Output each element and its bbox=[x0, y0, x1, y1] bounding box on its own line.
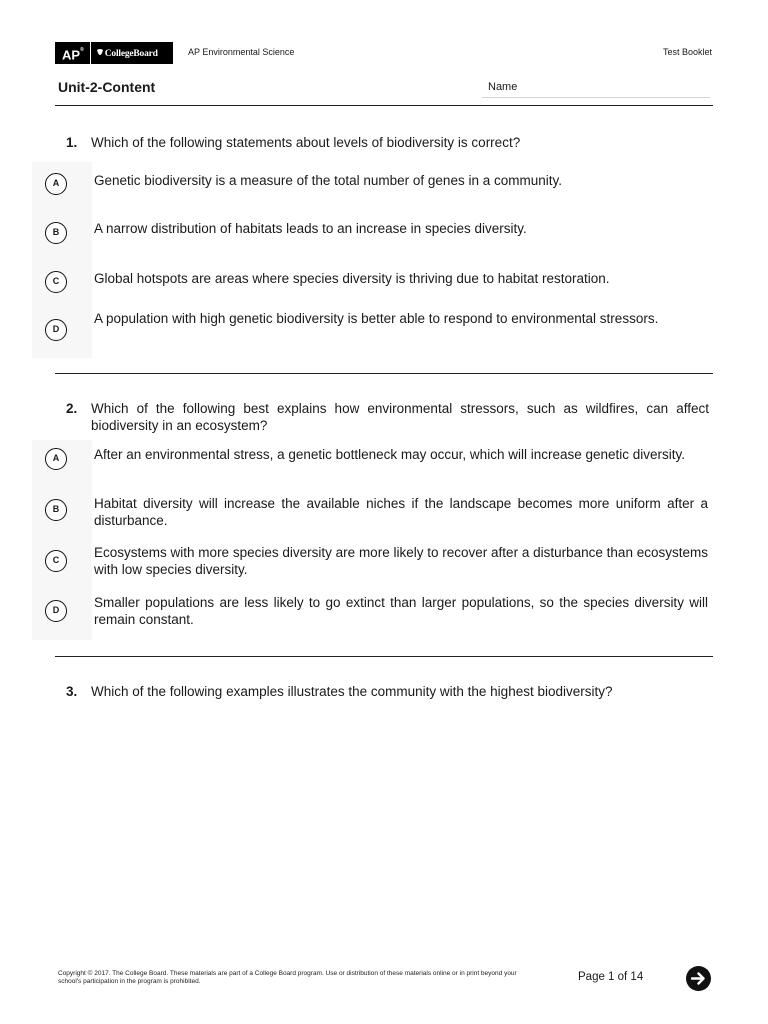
logo-collegeboard-text: CollegeBoard bbox=[91, 48, 158, 59]
name-field[interactable] bbox=[482, 97, 710, 98]
logo-ap-text: AP® bbox=[55, 42, 91, 64]
choice-text: Genetic biodiversity is a measure of the total number of genes in a community. bbox=[94, 173, 562, 188]
subject-title: AP Environmental Science bbox=[188, 47, 295, 57]
choice-bubble-b[interactable]: B bbox=[45, 499, 67, 521]
question-divider bbox=[55, 656, 713, 657]
question-text: Which of the following best explains how environmental stressors, such as wildfires, can affect biodiversity in an ecosystem? bbox=[91, 401, 709, 433]
question-text: Which of the following examples illustrates the community with the highest biodiversity? bbox=[91, 684, 613, 699]
choice-bubble-c[interactable]: C bbox=[45, 271, 67, 293]
page-indicator: Page 1 of 14 bbox=[578, 971, 644, 983]
acorn-icon bbox=[96, 48, 104, 57]
booklet-label: Test Booklet bbox=[662, 47, 712, 57]
choice-text: Ecosystems with more species diversity are more likely to recover after a disturbance than ecosystems with low species diversity. bbox=[94, 545, 708, 577]
question-divider bbox=[55, 373, 713, 374]
choice-text: A narrow distribution of habitats leads to an increase in species diversity. bbox=[94, 221, 527, 236]
choice-bubble-a[interactable]: A bbox=[45, 448, 67, 470]
choice-bubble-d[interactable]: D bbox=[45, 600, 67, 622]
name-label: Name bbox=[488, 81, 518, 93]
ap-collegeboard-logo bbox=[55, 42, 173, 64]
arrow-right-circle-icon bbox=[691, 972, 706, 985]
choice-text: After an environmental stress, a genetic bottleneck may occur, which will increase genetic diversity. bbox=[94, 447, 686, 462]
question-1 bbox=[66, 134, 710, 152]
question-number: 2. bbox=[66, 401, 78, 416]
choice-text: Smaller populations are less likely to go extinct than larger populations, so the species diversity will remain constant. bbox=[94, 595, 708, 627]
choice-bubble-d[interactable]: D bbox=[45, 319, 67, 341]
choice-text: A population with high genetic biodiversity is better able to respond to environmental stressors. bbox=[94, 311, 659, 326]
choice-bubble-b[interactable]: B bbox=[45, 222, 67, 244]
question-number: 3. bbox=[66, 684, 78, 699]
question-text: Which of the following statements about levels of biodiversity is correct? bbox=[91, 135, 521, 150]
choice-bubble-a[interactable]: A bbox=[45, 173, 67, 195]
choice-text: Habitat diversity will increase the available niches if the landscape becomes more uniform after a disturbance. bbox=[94, 496, 708, 528]
question-number: 1. bbox=[66, 135, 78, 150]
header-divider bbox=[55, 105, 713, 106]
copyright-notice: Copyright © 2017. The College Board. These materials are part of a College Board program. Use or distribution of these materials online or in print beyond your school's participation in the program is prohibited. bbox=[58, 970, 517, 985]
question-3 bbox=[66, 683, 710, 701]
next-page-button[interactable] bbox=[686, 966, 711, 991]
choice-text: Global hotspots are areas where species diversity is thriving due to habitat restoration. bbox=[94, 271, 610, 286]
page-title: Unit-2-Content bbox=[58, 79, 156, 95]
choice-bubble-c[interactable]: C bbox=[45, 550, 67, 572]
question-2 bbox=[66, 400, 710, 436]
